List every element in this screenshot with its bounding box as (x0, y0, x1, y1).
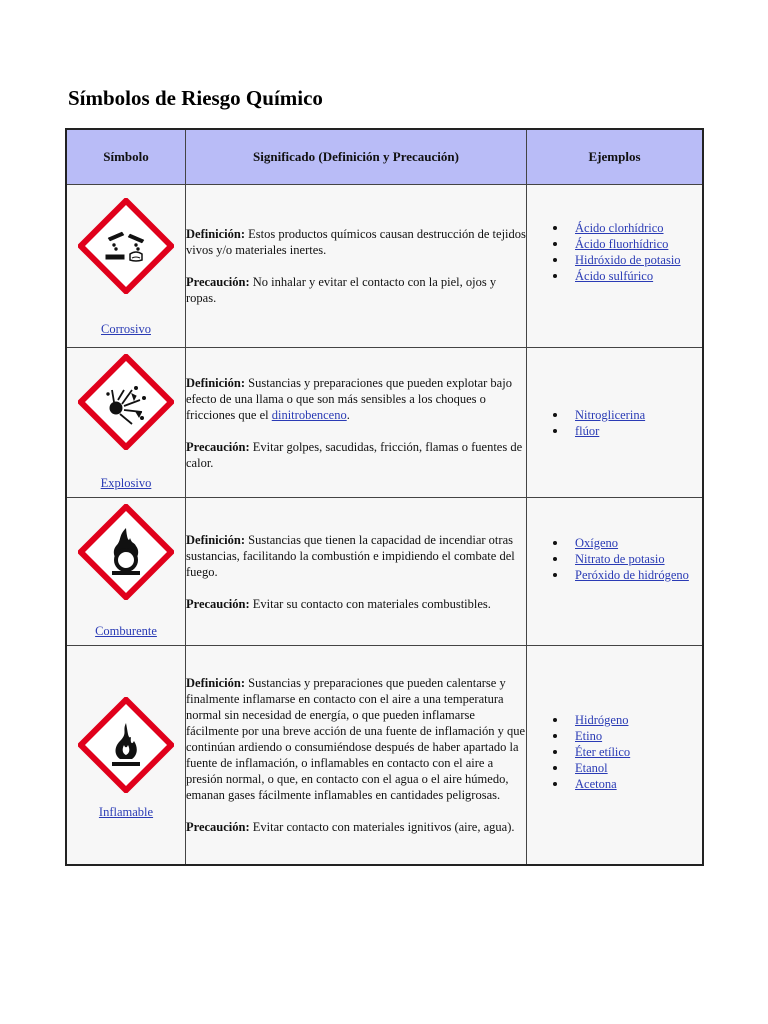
example-link[interactable]: Ácido clorhídrico (575, 221, 664, 235)
list-item (575, 220, 702, 236)
table-header-row (66, 129, 703, 185)
list-item (575, 252, 702, 268)
definition-text: Estos productos químicos causan destrucción de tejidos vivos y/o materiales inertes. (186, 227, 526, 257)
precaution-text: Evitar golpes, sacudidas, fricción, flamas o fuentes de calor. (186, 439, 523, 470)
example-link[interactable]: Ácido sulfúrico (575, 269, 654, 283)
hazard-table (65, 128, 704, 866)
header-examples: Ejemplos (527, 129, 704, 185)
example-link[interactable]: Oxígeno (575, 535, 619, 550)
example-link[interactable]: Hidróxido de potasio (575, 253, 681, 267)
precaution-text: No inhalar y evitar el contacto con la piel, ojos y ropas. (186, 275, 497, 305)
definition-text: Sustancias y preparaciones que pueden calentarse y finalmente inflamarse en contacto con el aire a una temperatura normal sin necesidad de energía, o que pueden inflamarse fácilmente por una breve acción de una fuente de inflamación y que continúan ardiendo o consumiéndose después de haber apartado la fuente de inflamación, o inflamables en contacto con el aire a presión normal, o que, en contacto con el agua o el aire húmedo, emanan gases fácilmente inflamables en cantidades peligrosas. (186, 675, 526, 802)
symbol-link-inflamable[interactable]: Inflamable (98, 805, 154, 820)
dinitrobenceno-link[interactable]: dinitrobenceno (271, 407, 347, 422)
symbol-link-corrosivo[interactable]: Corrosivo (101, 321, 151, 336)
examples-list (527, 220, 702, 284)
header-symbol: Símbolo (66, 129, 186, 185)
oxidizer-icon (78, 504, 174, 600)
example-link[interactable]: Ácido fluorhídrico (575, 237, 669, 251)
symbol-link-comburente[interactable]: Comburente (95, 624, 157, 638)
header-meaning: Significado (Definición y Precaución) (186, 129, 527, 185)
symbol-cell (66, 646, 186, 865)
list-item (575, 423, 702, 439)
list-item (575, 535, 702, 551)
list-item (575, 236, 702, 252)
definition-cell (186, 185, 527, 348)
precaution-label: Precaución: (186, 819, 250, 834)
page-title: Símbolos de Riesgo Químico (68, 86, 323, 110)
flame-icon (78, 697, 174, 793)
list-item (575, 268, 702, 284)
examples-cell (527, 498, 704, 646)
symbol-link-explosivo[interactable]: Explosivo (100, 476, 152, 490)
table-row (66, 348, 703, 498)
table-row (66, 646, 703, 865)
definition-text: Sustancias y preparaciones que pueden explotar bajo efecto de una llama o que son más sensibles a los choques o fricciones que el (186, 375, 512, 422)
definition-cell (186, 646, 527, 865)
example-link[interactable]: Acetona (575, 776, 617, 791)
examples-cell (527, 348, 704, 498)
precaution-label: Precaución: (186, 596, 250, 611)
definition-text: Sustancias que tienen la capacidad de incendiar otras sustancias, facilitando la combustión e impidiendo el combate del fuego. (186, 532, 515, 579)
example-link[interactable]: flúor (575, 423, 600, 438)
definition-cell (186, 348, 527, 498)
example-link[interactable]: Hidrógeno (575, 712, 629, 727)
list-item (575, 407, 702, 423)
corrosive-icon (78, 198, 174, 294)
explosive-icon (78, 354, 174, 450)
symbol-cell (66, 185, 186, 348)
symbol-cell (66, 498, 186, 646)
definition-text-end: . (346, 407, 350, 422)
list-item (575, 760, 702, 776)
list-item (575, 712, 702, 728)
examples-cell (527, 646, 704, 865)
table-row (66, 498, 703, 646)
example-link[interactable]: Nitroglicerina (575, 407, 646, 422)
example-link[interactable]: Peróxido de hidrógeno (575, 567, 689, 582)
examples-list (527, 407, 702, 439)
example-link[interactable]: Etino (575, 728, 603, 743)
list-item (575, 567, 702, 583)
list-item (575, 776, 702, 792)
precaution-text: Evitar contacto con materiales ignitivos (aire, agua). (249, 819, 515, 834)
example-link[interactable]: Etanol (575, 760, 608, 775)
precaution-label: Precaución: (186, 275, 250, 289)
examples-cell (527, 185, 704, 348)
precaution-label: Precaución: (186, 439, 250, 454)
list-item (575, 551, 702, 567)
list-item (575, 728, 702, 744)
example-link[interactable]: Éter etílico (575, 744, 631, 759)
symbol-cell (66, 348, 186, 498)
definition-label: Definición: (186, 532, 246, 547)
examples-list (527, 712, 702, 792)
example-link[interactable]: Nitrato de potasio (575, 551, 665, 566)
precaution-text: Evitar su contacto con materiales combustibles. (249, 596, 491, 611)
table-row (66, 185, 703, 348)
list-item (575, 744, 702, 760)
definition-cell (186, 498, 527, 646)
definition-label: Definición: (186, 675, 246, 690)
definition-label: Definición: (186, 375, 246, 390)
definition-label: Definición: (186, 227, 246, 241)
examples-list (527, 535, 702, 583)
